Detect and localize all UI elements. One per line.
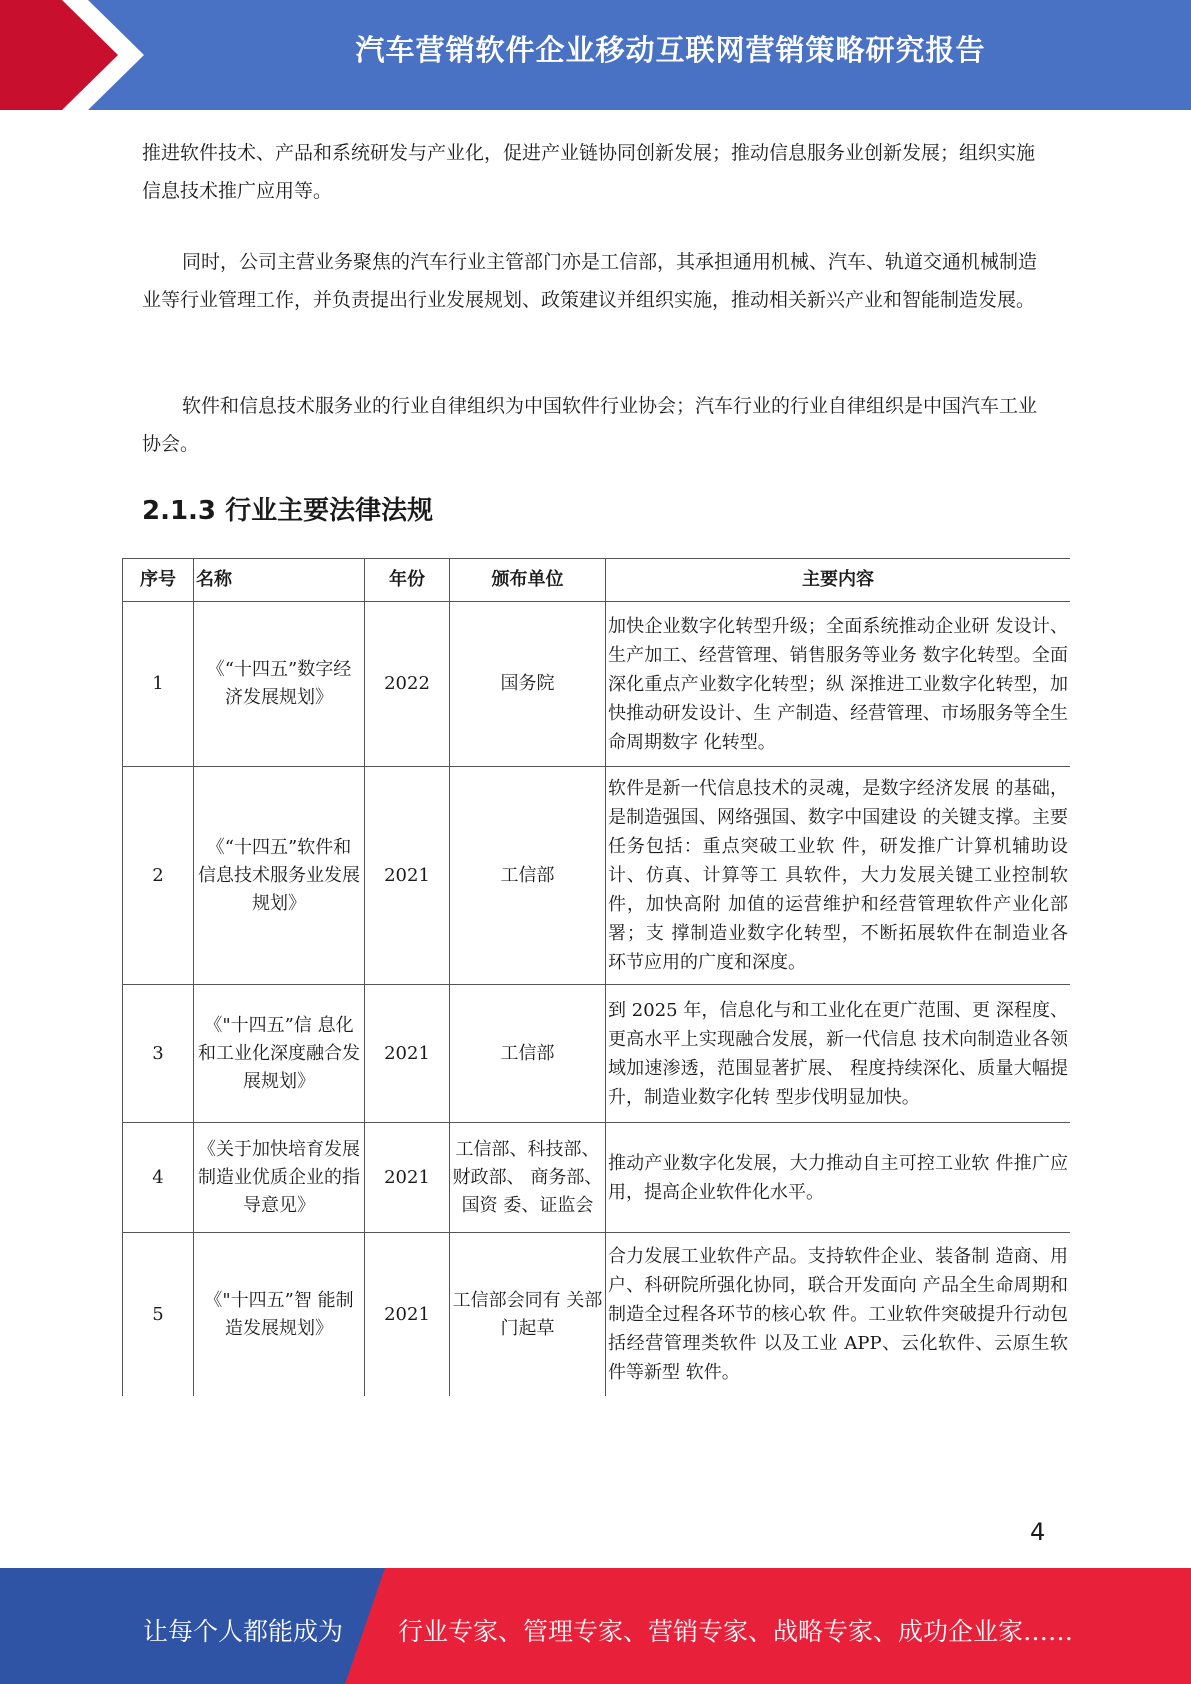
table-row: [123, 767, 1071, 985]
header-cell-issuer: 颁布单位: [450, 559, 606, 602]
cell-name: 《“十四五”软件和信息技术服务业发展规划》: [194, 767, 365, 985]
footer-slogan-right: 行业专家、管理专家、营销专家、战略专家、成功企业家……: [398, 1617, 1074, 1646]
table-row: [123, 602, 1071, 767]
cell-issuer: 工信部: [450, 767, 606, 985]
cell-no: 1: [123, 602, 194, 767]
cell-year: 2022: [365, 602, 450, 767]
header-cell-content: 主要内容: [606, 559, 1071, 602]
cell-no: 5: [123, 1233, 194, 1397]
cell-year: 2021: [365, 1123, 450, 1233]
cell-year: 2021: [365, 1233, 450, 1397]
table-row: [123, 985, 1071, 1123]
cell-issuer: 工信部、科技部、财政部、 商务部、国资 委、证监会: [450, 1123, 606, 1233]
paragraph-2: 同时，公司主营业务聚焦的汽车行业主管部门亦是工信部，其承担通用机械、汽车、轨道交通机械制造业等行业管理工作，并负责提出行业发展规划、政策建议并组织实施，推动相关新兴产业和智能制造发展。: [142, 251, 1038, 311]
cell-content: 推动产业数字化发展，大力推动自主可控工业软 件推广应用，提高企业软件化水平。: [606, 1123, 1071, 1233]
table-row: [123, 1233, 1071, 1397]
report-title: 汽车营销软件企业移动互联网营销策略研究报告: [355, 33, 986, 67]
paragraph-1: 推进软件技术、产品和系统研发与产业化，促进产业链协同创新发展；推动信息服务业创新发展；组织实施信息技术推广应用等。: [142, 142, 1036, 202]
footer-banner: [0, 1568, 1191, 1684]
page-number: 4: [1030, 1518, 1046, 1546]
cell-no: 2: [123, 767, 194, 985]
cell-content: 到 2025 年，信息化与和工业化在更广范围、更 深程度、更高水平上实现融合发展，新一代信息 技术向制造业各领域加速渗透，范围显著扩展、 程度持续深化、质量大幅提升，制造业数字化转 型步伐明显加快。: [606, 985, 1071, 1123]
regulations-table: [122, 558, 1070, 1396]
footer-slogan-left: 让每个人都能成为: [143, 1617, 344, 1646]
cell-name: 《关于加快培育发展制造业优质企业的指导意见》: [194, 1123, 365, 1233]
cell-no: 3: [123, 985, 194, 1123]
cell-content: 加快企业数字化转型升级；全面系统推动企业研 发设计、生产加工、经营管理、销售服务等业务 数字化转型。全面深化重点产业数字化转型；纵 深推进工业数字化转型，加快推动研发设计、生 产制造、经营管理、市场服务等全生命周期数字 化转型。: [606, 602, 1071, 767]
table-row: [123, 1123, 1071, 1233]
section-heading: 2.1.3 行业主要法律法规: [142, 496, 434, 526]
cell-content: 软件是新一代信息技术的灵魂，是数字经济发展 的基础，是制造强国、网络强国、数字中国建设 的关键支撑。主要任务包括：重点突破工业软 件，研发推广计算机辅助设计、仿真、计算等工 具软件，大力发展关键工业控制软件，加快高附 加值的运营维护和经营管理软件产业化部署；支 撑制造业数字化转型，不断拓展软件在制造业各 环节应用的广度和深度。: [606, 767, 1071, 985]
header-cell-year: 年份: [365, 559, 450, 602]
header-cell-no: 序号: [123, 559, 194, 602]
cell-name: 《"十四五”信 息化和工业化深度融合发展规划》: [194, 985, 365, 1123]
cell-issuer: 国务院: [450, 602, 606, 767]
table-header-row: [123, 559, 1071, 602]
cell-issuer: 工信部: [450, 985, 606, 1123]
cell-name: 《"十四五”智 能制造发展规划》: [194, 1233, 365, 1397]
cell-year: 2021: [365, 985, 450, 1123]
header-banner: [0, 0, 1191, 110]
header-cell-name: 名称: [194, 559, 365, 602]
cell-no: 4: [123, 1123, 194, 1233]
cell-content: 合力发展工业软件产品。支持软件企业、装备制 造商、用户、科研院所强化协同，联合开发面向 产品全生命周期和制造全过程各环节的核心软 件。工业软件突破提升行动包括经营管理类软件 以及工业 APP、云化软件、云原生软件等新型 软件。: [606, 1233, 1071, 1397]
cell-year: 2021: [365, 767, 450, 985]
cell-name: 《“十四五”数字经济发展规划》: [194, 602, 365, 767]
regulations-table-container: [122, 558, 1070, 1396]
paragraph-3: 软件和信息技术服务业的行业自律组织为中国软件行业协会；汽车行业的行业自律组织是中国汽车工业协会。: [142, 395, 1038, 455]
cell-issuer: 工信部会同有 关部门起草: [450, 1233, 606, 1397]
